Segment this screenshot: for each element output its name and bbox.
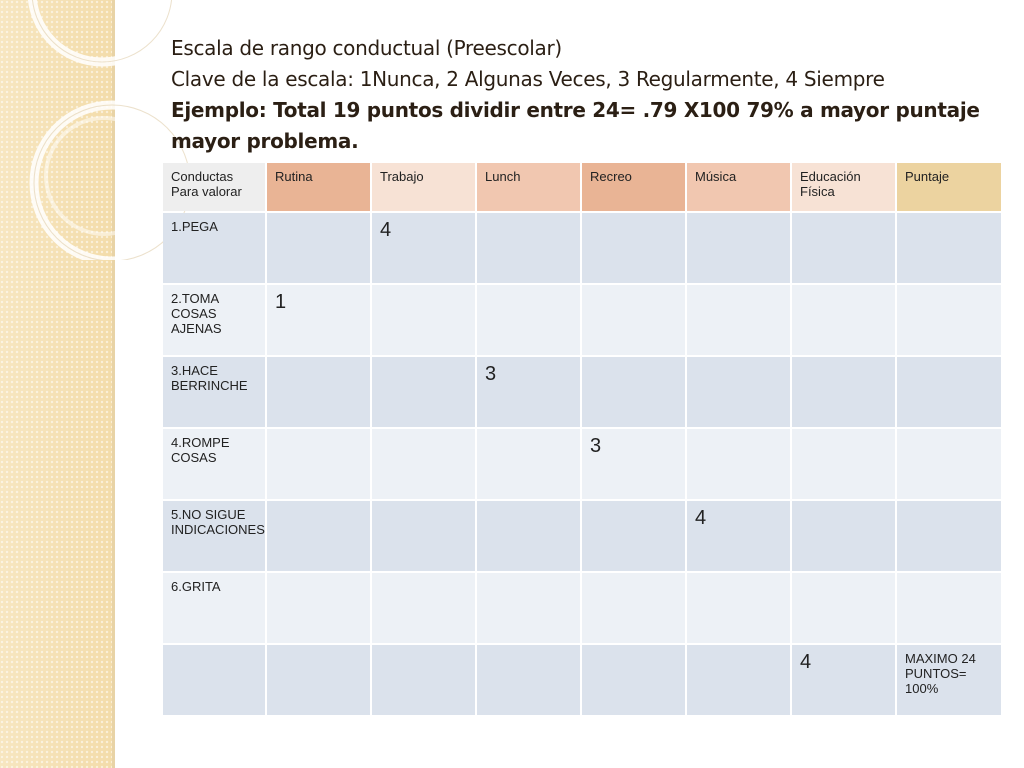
row-label: 3.HACE BERRINCHE [163, 357, 265, 427]
table-cell [267, 429, 370, 499]
row-label [163, 645, 265, 715]
header-recreo: Recreo [582, 163, 685, 211]
table-cell [792, 429, 895, 499]
table-row [163, 501, 1001, 571]
table-cell [582, 357, 685, 427]
row-label: 5.NO SIGUE INDICACIONES [163, 501, 265, 571]
table-cell [477, 285, 580, 355]
table-row [163, 573, 1001, 643]
table-cell [477, 429, 580, 499]
max-points-note: MAXIMO 24 PUNTOS= 100% [897, 645, 1001, 715]
table-cell [897, 357, 1001, 427]
table-cell [792, 285, 895, 355]
table-cell [792, 357, 895, 427]
header-lunch: Lunch [477, 163, 580, 211]
table-cell [792, 501, 895, 571]
header-puntaje: Puntaje [897, 163, 1001, 211]
table-cell [792, 213, 895, 283]
table-cell [477, 573, 580, 643]
table-cell [372, 357, 475, 427]
header-educacion-fisica: Educación Física [792, 163, 895, 211]
row-label: 4.ROMPE COSAS [163, 429, 265, 499]
table-cell [897, 501, 1001, 571]
table-row [163, 357, 1001, 427]
table-cell [687, 573, 790, 643]
table-cell [582, 213, 685, 283]
table-cell [582, 285, 685, 355]
table-row [163, 645, 1001, 715]
table-cell [267, 573, 370, 643]
heading-scale-key: Clave de la escala: 1Nunca, 2 Algunas Veces, 3 Regularmente, 4 Siempre [171, 67, 885, 91]
table-cell [582, 573, 685, 643]
table-cell [372, 573, 475, 643]
table-cell: 4 [687, 501, 790, 571]
table-cell [372, 645, 475, 715]
heading-example: Ejemplo: Total 19 puntos dividir entre 24= .79 X100 79% a mayor puntaje [171, 98, 980, 122]
table-cell [897, 213, 1001, 283]
table-header-row [163, 163, 1001, 211]
row-label: 6.GRITA [163, 573, 265, 643]
table-row [163, 429, 1001, 499]
header-trabajo: Trabajo [372, 163, 475, 211]
row-label: 2.TOMA COSAS AJENAS [163, 285, 265, 355]
table-cell [897, 573, 1001, 643]
table-cell [792, 573, 895, 643]
table-cell [897, 285, 1001, 355]
table-cell [372, 429, 475, 499]
header-conductas: Conductas Para valorar [163, 163, 265, 211]
table-cell [267, 645, 370, 715]
table-cell [582, 645, 685, 715]
table-cell [372, 285, 475, 355]
table-row [163, 285, 1001, 355]
heading-example-cont: mayor problema. [171, 129, 359, 153]
row-label: 1.PEGA [163, 213, 265, 283]
heading-title: Escala de rango conductual (Preescolar) [171, 36, 562, 60]
table-cell: 3 [477, 357, 580, 427]
table-cell [267, 213, 370, 283]
table-cell [477, 213, 580, 283]
table-cell [582, 501, 685, 571]
header-rutina: Rutina [267, 163, 370, 211]
table-cell [267, 357, 370, 427]
table-cell [897, 429, 1001, 499]
table-cell [477, 501, 580, 571]
table-cell [372, 501, 475, 571]
table-cell: 1 [267, 285, 370, 355]
table-row [163, 213, 1001, 283]
table-cell: 4 [792, 645, 895, 715]
slide-heading [171, 33, 991, 157]
table-cell [687, 429, 790, 499]
table-cell [477, 645, 580, 715]
table-cell [687, 213, 790, 283]
table-cell: 3 [582, 429, 685, 499]
table-cell [267, 501, 370, 571]
table-cell [687, 357, 790, 427]
table-cell: 4 [372, 213, 475, 283]
table-cell [687, 285, 790, 355]
behavior-rating-table [161, 161, 1003, 717]
header-musica: Música [687, 163, 790, 211]
table-cell [687, 645, 790, 715]
